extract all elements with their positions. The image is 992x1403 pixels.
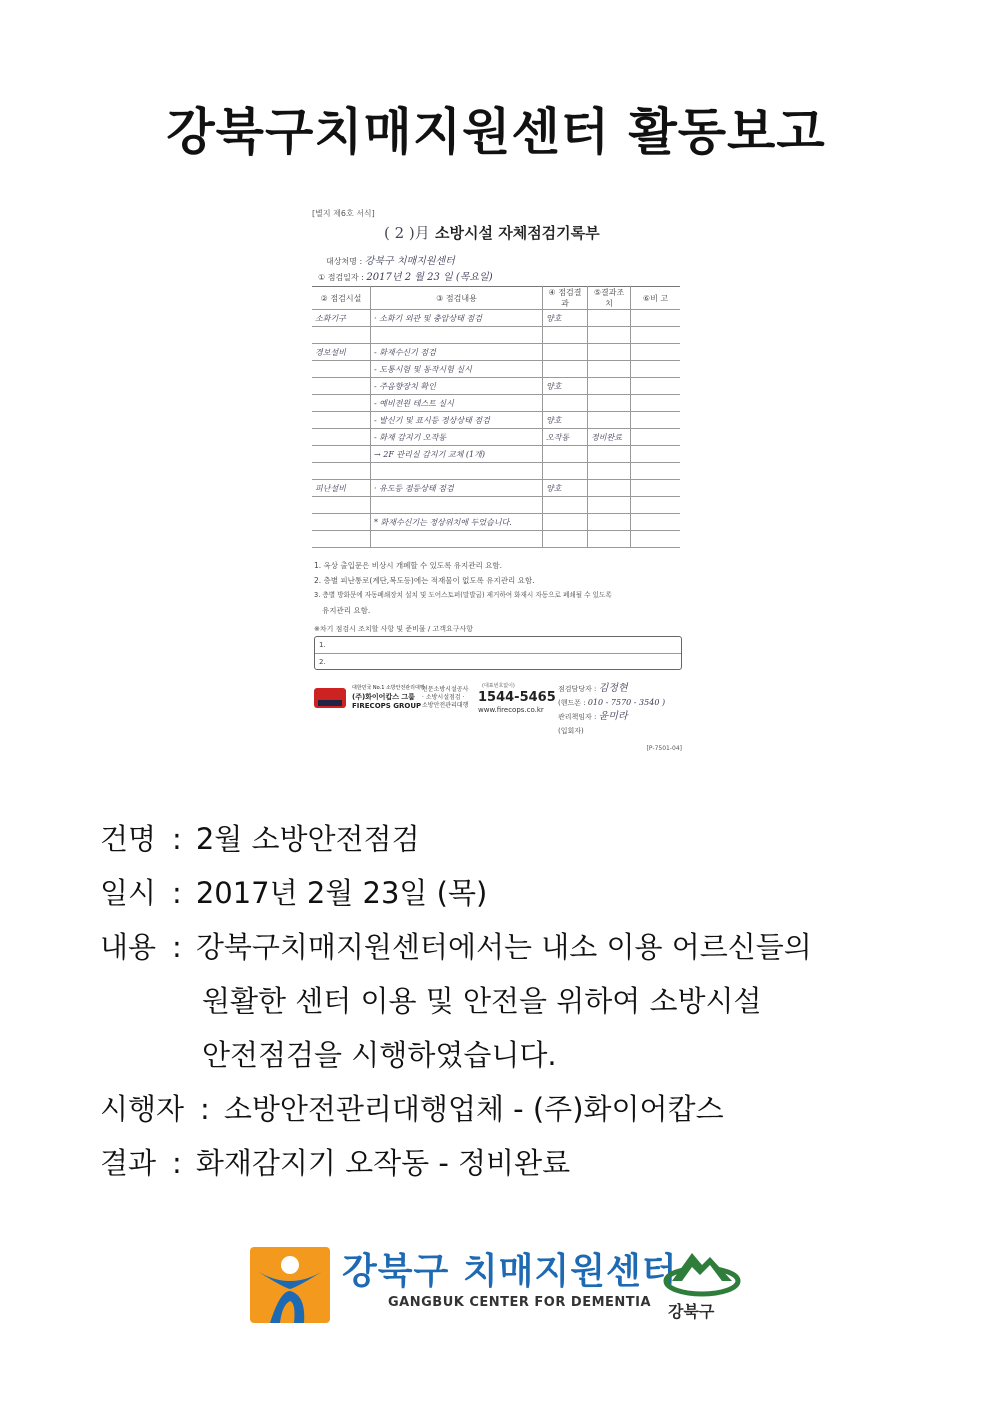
table-cell: → 2F 관리실 감지기 교체 (1개) bbox=[371, 446, 543, 463]
table-cell: 정비완료 bbox=[588, 429, 631, 446]
table-header: ⑤결과조치 bbox=[588, 287, 631, 310]
report-details bbox=[100, 812, 812, 1190]
table-cell: * 화재수신기는 정상위치에 두었습니다. bbox=[371, 514, 543, 531]
form-annex: [별지 제6호 서식] bbox=[312, 209, 375, 218]
table-cell bbox=[588, 531, 631, 548]
date-row bbox=[318, 268, 493, 283]
table-cell: - 화재수신기 점검 bbox=[371, 344, 543, 361]
table-row bbox=[312, 463, 680, 480]
note-item: 2. 층별 피난통로(계단,복도등)에는 적재물이 없도록 유지관리 요함. bbox=[314, 576, 535, 585]
table-row bbox=[312, 361, 680, 378]
company-services: 전문소방시설공사 · 소방시설점검 · 소방안전관리대행 bbox=[422, 686, 469, 709]
detail-value: 2월 소방안전점검 bbox=[195, 822, 420, 856]
table-cell bbox=[631, 463, 681, 480]
page-title: 강북구치매지원센터 활동보고 bbox=[166, 103, 826, 161]
table-cell bbox=[312, 463, 371, 480]
table-header: ④ 점검결과 bbox=[543, 287, 588, 310]
brand-name-en: FIRECOPS GROUP bbox=[352, 702, 422, 710]
scanned-inspection-form bbox=[304, 200, 690, 756]
table-row bbox=[312, 412, 680, 429]
table-cell: · 소화기 외관 및 충압상태 점검 bbox=[371, 310, 543, 327]
request-box bbox=[314, 636, 682, 670]
gangbuk-district-logo-icon bbox=[662, 1247, 742, 1297]
detail-value: 원활한 센터 이용 및 안전을 위하여 소방시설 bbox=[202, 984, 762, 1018]
detail-value: 소방안전관리대행업체 - (주)화이어캅스 bbox=[223, 1092, 724, 1126]
table-cell bbox=[588, 446, 631, 463]
table-cell bbox=[543, 327, 588, 344]
date-label: ① 점검일자 : bbox=[318, 273, 364, 282]
table-cell: - 예비전원 테스트 실시 bbox=[371, 395, 543, 412]
table-cell bbox=[588, 361, 631, 378]
table-row bbox=[312, 446, 680, 463]
table-cell bbox=[631, 395, 681, 412]
note-item: 3. 층별 방화문에 자동폐쇄장치 설치 및 도어스토퍼(말발굽) 제거하여 화재시 자동으로 폐쇄될 수 있도록 bbox=[314, 591, 612, 599]
table-cell bbox=[312, 361, 371, 378]
request-label: ※차기 점검시 조치할 사항 및 준비물 / 고객요구사항 bbox=[314, 625, 474, 633]
table-row bbox=[312, 531, 680, 548]
table-cell bbox=[588, 344, 631, 361]
table-cell bbox=[631, 446, 681, 463]
firecops-logo bbox=[314, 688, 346, 708]
inspection-table bbox=[312, 286, 680, 548]
detail-row-content-cont bbox=[100, 1028, 812, 1082]
table-cell: 경보설비 bbox=[312, 344, 371, 361]
target-value: 강북구 치매지원센터 bbox=[364, 256, 455, 267]
target-row bbox=[326, 252, 455, 267]
table-cell bbox=[543, 514, 588, 531]
table-row bbox=[312, 310, 680, 327]
table-cell bbox=[543, 344, 588, 361]
phone-label: (대표번호없이) bbox=[482, 683, 515, 689]
table-cell bbox=[588, 327, 631, 344]
detail-row-date: 일시 : 2017년 2월 23일 (목) bbox=[100, 866, 812, 920]
detail-value: 2017년 2월 23일 (목) bbox=[195, 876, 488, 910]
table-cell bbox=[631, 327, 681, 344]
table-cell bbox=[588, 310, 631, 327]
table-row bbox=[312, 327, 680, 344]
form-title-text: 소방시설 자체점검기록부 bbox=[435, 224, 600, 242]
table-cell: 양호 bbox=[543, 310, 588, 327]
inspector-label: 점검담당자 : bbox=[558, 685, 597, 693]
table-row bbox=[312, 429, 680, 446]
table-cell bbox=[631, 361, 681, 378]
handphone-value: 010 - 7570 - 3540 ) bbox=[587, 698, 666, 707]
table-cell bbox=[371, 327, 543, 344]
table-cell bbox=[631, 480, 681, 497]
table-row bbox=[312, 514, 680, 531]
table-cell bbox=[312, 429, 371, 446]
handphone-label: (핸드폰 : bbox=[558, 699, 586, 707]
table-cell bbox=[312, 531, 371, 548]
table-cell bbox=[312, 514, 371, 531]
table-cell bbox=[312, 497, 371, 514]
detail-label: 결과 bbox=[100, 1146, 157, 1180]
note-item: 1. 옥상 출입문은 비상시 개폐할 수 있도록 유지관리 요함. bbox=[314, 561, 503, 570]
table-cell bbox=[543, 361, 588, 378]
table-cell bbox=[312, 395, 371, 412]
table-cell bbox=[371, 497, 543, 514]
witness-label: (입회자) bbox=[558, 727, 584, 735]
center-name-en: GANGBUK CENTER FOR DEMENTIA bbox=[388, 1295, 652, 1310]
form-title bbox=[384, 222, 600, 243]
table-row bbox=[312, 344, 680, 361]
table-cell bbox=[588, 480, 631, 497]
table-cell: 오작동 bbox=[543, 429, 588, 446]
signature-block bbox=[558, 682, 665, 738]
table-cell: - 발신기 및 표시등 정상상태 점검 bbox=[371, 412, 543, 429]
inspector-value: 김정현 bbox=[598, 683, 628, 694]
brand-name: (주)화이어캅스 그룹 bbox=[352, 693, 415, 701]
detail-label: 건명 bbox=[100, 822, 157, 856]
table-cell bbox=[543, 497, 588, 514]
table-header: ③ 점검내용 bbox=[371, 287, 543, 310]
company-brand bbox=[352, 684, 425, 711]
table-cell bbox=[312, 327, 371, 344]
table-cell: - 도통시험 및 동작시험 실시 bbox=[371, 361, 543, 378]
detail-row-content: 내용 : 강북구치매지원센터에서는 내소 이용 어르신들의 bbox=[100, 920, 812, 974]
company-website: www.firecops.co.kr bbox=[478, 706, 544, 714]
request-line: 1. bbox=[315, 637, 681, 654]
table-cell bbox=[631, 412, 681, 429]
date-value: 2017년 2 월 23 일 (목요일) bbox=[366, 272, 493, 283]
table-cell bbox=[631, 378, 681, 395]
table-cell bbox=[588, 378, 631, 395]
table-cell: 양호 bbox=[543, 480, 588, 497]
table-cell bbox=[543, 395, 588, 412]
table-row bbox=[312, 395, 680, 412]
manager-value: 윤미라 bbox=[598, 711, 628, 722]
table-cell bbox=[371, 531, 543, 548]
table-cell bbox=[631, 514, 681, 531]
table-cell bbox=[631, 310, 681, 327]
center-logo bbox=[250, 1243, 750, 1323]
detail-value: 안전점검을 시행하였습니다. bbox=[202, 1038, 557, 1072]
table-cell bbox=[631, 497, 681, 514]
target-label: 대상처명 : bbox=[326, 257, 363, 266]
note-item: 유지관리 요함. bbox=[322, 606, 371, 615]
table-cell bbox=[588, 412, 631, 429]
table-cell: - 주음향장치 확인 bbox=[371, 378, 543, 395]
district-name: 강북구 bbox=[668, 1302, 715, 1321]
detail-row-result: 결과 : 화재감지기 오작동 - 정비완료 bbox=[100, 1136, 812, 1190]
table-row bbox=[312, 497, 680, 514]
table-cell bbox=[631, 531, 681, 548]
request-line: 2. bbox=[319, 658, 326, 666]
table-cell: - 화재 감지기 오작동 bbox=[371, 429, 543, 446]
table-cell: 소화기구 bbox=[312, 310, 371, 327]
detail-label: 시행자 bbox=[100, 1092, 185, 1126]
table-cell bbox=[588, 514, 631, 531]
table-cell bbox=[312, 378, 371, 395]
table-header-row bbox=[312, 287, 680, 310]
detail-row-subject: 건명 : 2월 소방안전점검 bbox=[100, 812, 812, 866]
table-cell bbox=[631, 344, 681, 361]
center-name-kr: 강북구 치매지원센터 bbox=[342, 1251, 678, 1292]
brand-tagline: 대한민국 No.1 소방안전관리대행 bbox=[352, 685, 425, 691]
table-cell: 양호 bbox=[543, 412, 588, 429]
detail-row-executor: 시행자 : 소방안전관리대행업체 - (주)화이어캅스 bbox=[100, 1082, 812, 1136]
table-cell bbox=[588, 395, 631, 412]
detail-row-content-cont bbox=[100, 974, 812, 1028]
company-phone: 1544-5465 bbox=[478, 690, 556, 705]
dementia-center-logo-icon bbox=[250, 1247, 330, 1323]
table-cell bbox=[631, 429, 681, 446]
table-cell bbox=[312, 446, 371, 463]
table-cell bbox=[588, 463, 631, 480]
table-cell bbox=[312, 412, 371, 429]
table-cell bbox=[543, 531, 588, 548]
detail-value: 강북구치매지원센터에서는 내소 이용 어르신들의 bbox=[195, 930, 812, 964]
detail-value: 화재감지기 오작동 - 정비완료 bbox=[195, 1146, 571, 1180]
table-cell bbox=[543, 463, 588, 480]
form-notes bbox=[314, 558, 684, 618]
table-header: ⑥비 고 bbox=[631, 287, 681, 310]
company-footer bbox=[312, 682, 682, 738]
table-row bbox=[312, 378, 680, 395]
table-cell bbox=[543, 446, 588, 463]
manager-label: 관리책임자 : bbox=[558, 713, 597, 721]
form-code: [P-7501-04] bbox=[646, 745, 682, 752]
table-cell bbox=[371, 463, 543, 480]
table-cell bbox=[588, 497, 631, 514]
detail-label: 내용 bbox=[100, 930, 157, 964]
table-row bbox=[312, 480, 680, 497]
form-title-month: ( 2 )月 bbox=[384, 224, 430, 242]
table-cell: 양호 bbox=[543, 378, 588, 395]
table-cell: 피난설비 bbox=[312, 480, 371, 497]
detail-label: 일시 bbox=[100, 876, 157, 910]
table-header: ② 점검시설 bbox=[312, 287, 371, 310]
table-cell: · 유도등 점등상태 점검 bbox=[371, 480, 543, 497]
